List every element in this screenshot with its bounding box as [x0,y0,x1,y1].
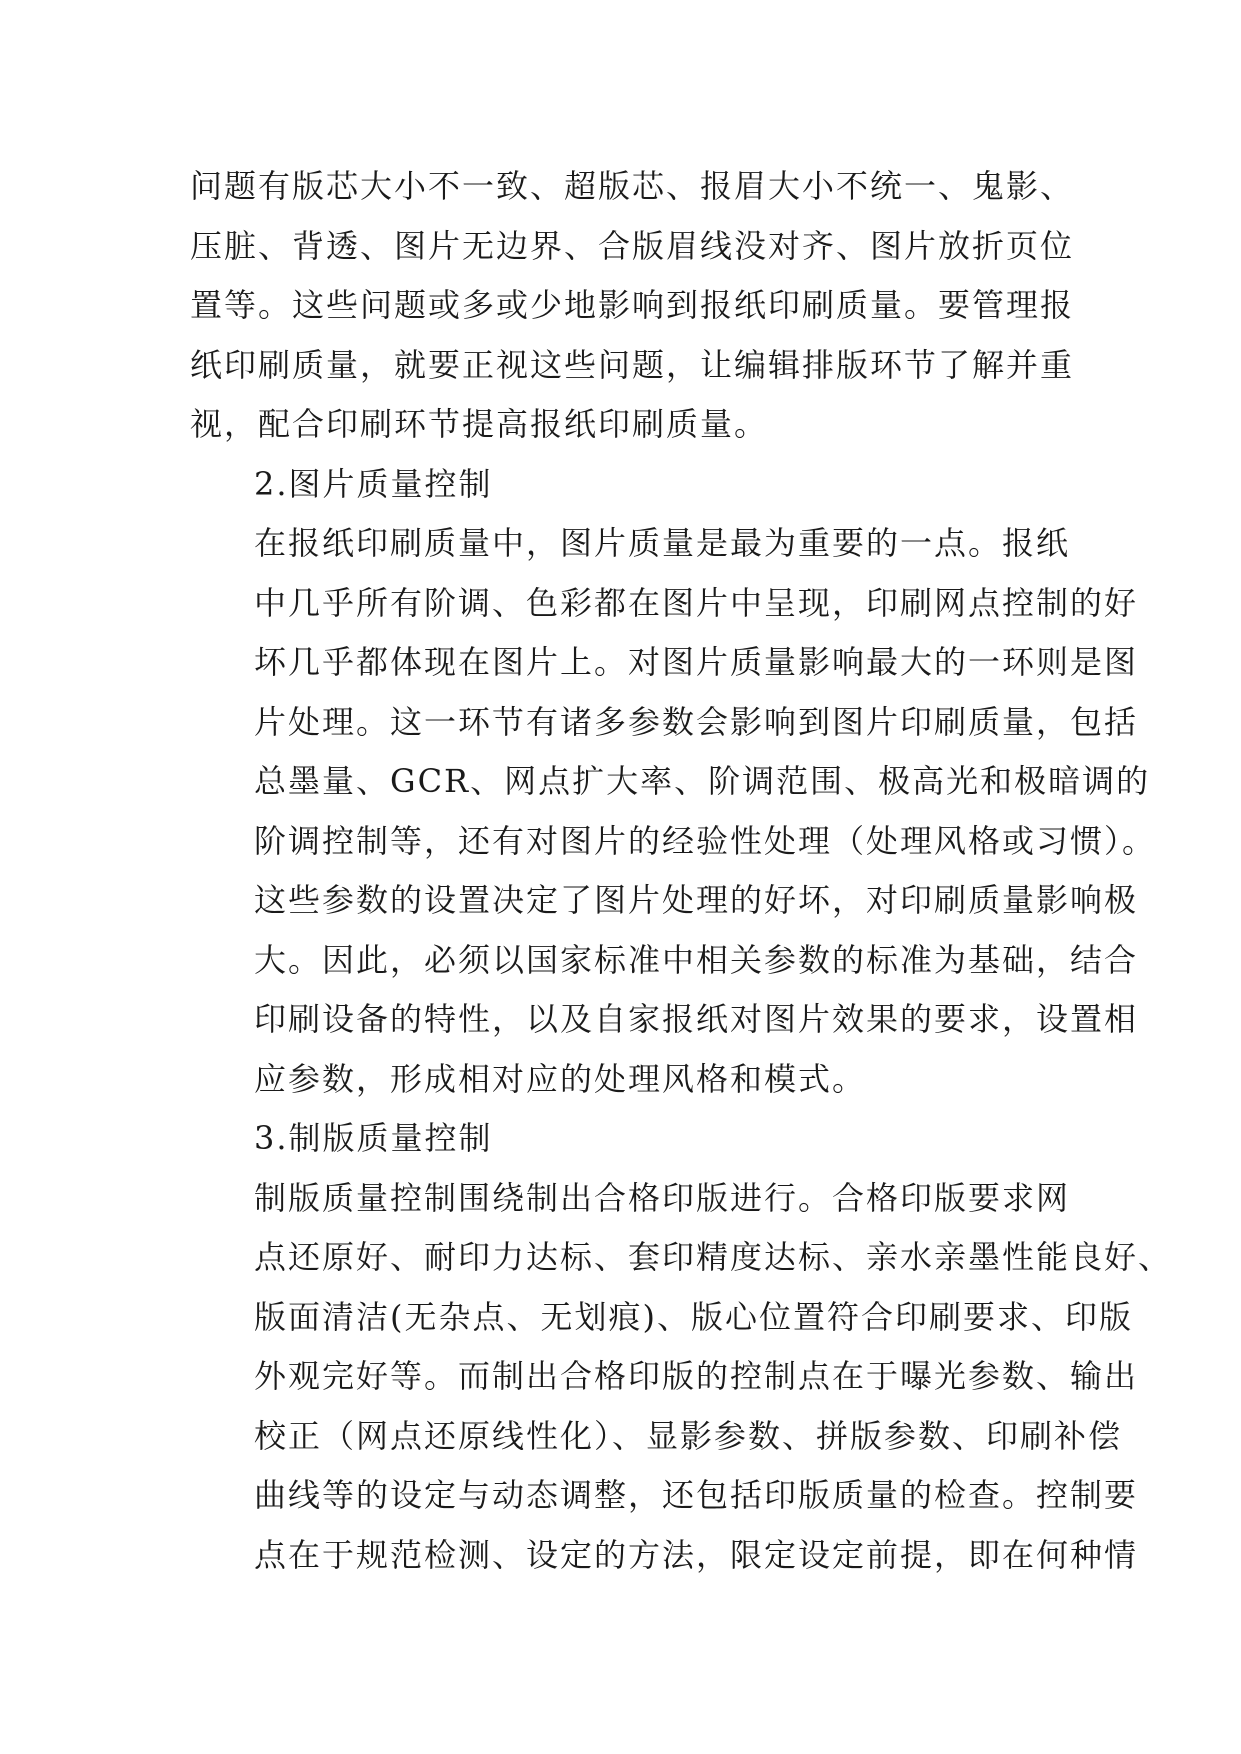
paragraph [190,157,1075,455]
text-line: 压脏、背透、图片无边界、合版眉线没对齐、图片放折页位 [190,226,1075,265]
text-line: 置等。这些问题或多或少地影响到报纸印刷质量。要管理报 [190,286,1075,324]
text-line: 在报纸印刷质量中，图片质量是最为重要的一点。报纸 [254,524,1071,562]
text-line: 外观完好等。而制出合格印版的控制点在于曝光参数、输出 [254,1357,1139,1395]
text-line: 点还原好、耐印力达标、套印精度达标、亲水亲墨性能良好、 [254,1238,1173,1276]
text-line: 点在于规范检测、设定的方法，限定设定前提，即在何种情 [254,1535,1139,1574]
text-line: 大。因此，必须以国家标准中相关参数的标准为基础，结合 [254,940,1139,979]
text-line: 这些参数的设置决定了图片处理的好坏，对印刷质量影响极 [254,881,1139,919]
text-line: 总墨量、GCR、网点扩大率、阶调范围、极高光和极暗调的 [254,762,1151,800]
text-line: 版面清洁(无杂点、无划痕)、版心位置符合印刷要求、印版 [254,1297,1133,1336]
document-body [190,157,1173,1585]
paragraph [190,514,1157,1109]
text-line: 2.图片质量控制 [254,464,493,503]
text-line: 片处理。这一环节有诸多参数会影响到图片印刷质量，包括 [254,702,1139,741]
text-line: 印刷设备的特性，以及自家报纸对图片效果的要求，设置相 [254,1000,1139,1038]
text-line: 曲线等的设定与动态调整，还包括印版质量的检查。控制要 [254,1476,1139,1514]
text-line: 应参数，形成相对应的处理风格和模式。 [254,1059,867,1098]
text-line: 纸印刷质量，就要正视这些问题，让编辑排版环节了解并重 [190,345,1075,384]
text-line: 制版质量控制围绕制出合格印版进行。合格印版要求网 [254,1178,1071,1217]
paragraph [190,1169,1173,1586]
text-line: 视，配合印刷环节提高报纸印刷质量。 [190,405,769,443]
text-line: 校正（网点还原线性化）、显影参数、拼版参数、印刷补偿 [254,1416,1123,1455]
text-line: 阶调控制等，还有对图片的经验性处理（处理风格或习惯）。 [254,821,1157,860]
section-heading [190,455,1060,515]
text-line: 3.制版质量控制 [254,1119,493,1157]
text-line: 中几乎所有阶调、色彩都在图片中呈现，印刷网点控制的好 [254,583,1139,622]
section-heading [190,1109,1060,1169]
text-line: 坏几乎都体现在图片上。对图片质量影响最大的一环则是图 [254,643,1139,681]
text-line: 问题有版芯大小不一致、超版芯、报眉大小不统一、鬼影、 [190,167,1075,205]
